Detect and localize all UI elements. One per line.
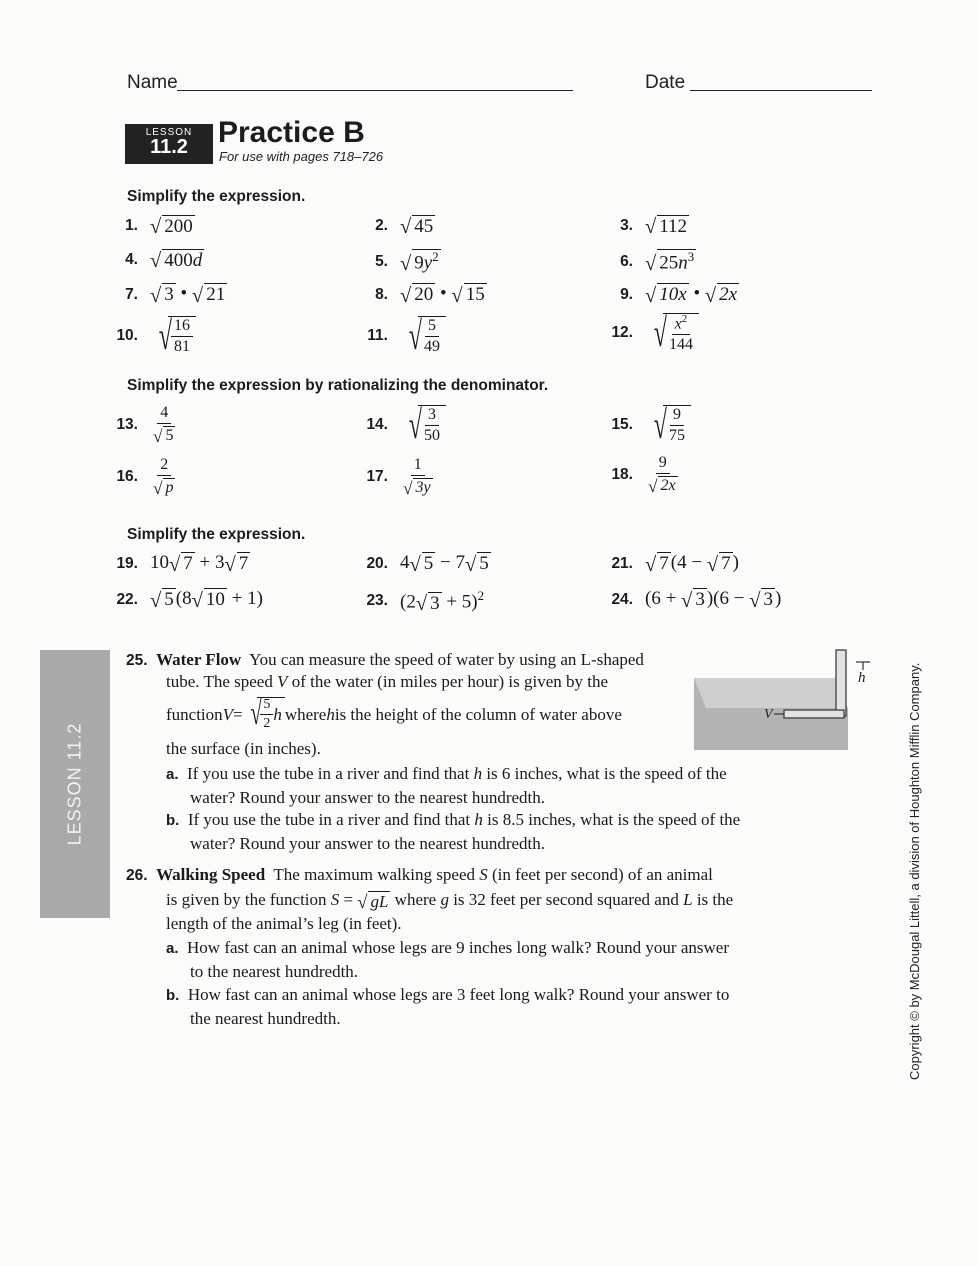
radicand: 7 <box>183 553 193 575</box>
radical: √ 45 <box>400 216 434 239</box>
problem-10 <box>100 313 196 358</box>
expression-part: (2 <box>400 591 416 613</box>
radical: √ $9y^2$ <box>400 249 439 275</box>
radicand: 10x <box>659 284 687 306</box>
variable: g <box>440 890 449 909</box>
radical: √ 21 <box>191 284 226 307</box>
denominator: 81 <box>173 337 190 355</box>
radical: √ 7 <box>169 553 193 576</box>
radicand: 3 <box>695 589 705 611</box>
text: is the height of the column of water above <box>334 704 622 724</box>
operator: • <box>693 283 701 304</box>
numerator: 5 <box>260 698 273 715</box>
problem-text: You can measure the speed of water by using an L-shaped <box>249 650 644 669</box>
radicand: 7 <box>659 553 669 575</box>
text: = <box>339 890 358 909</box>
radical: √ 3 <box>749 589 773 612</box>
radicand: 5 <box>423 553 434 575</box>
text: = <box>233 704 243 724</box>
radical: √ 10 <box>191 589 225 612</box>
problem-text: length of the animal’s leg (in feet). <box>166 914 402 933</box>
numerator: 5 <box>425 318 439 337</box>
expression-part: ) <box>732 552 739 573</box>
radical: √ 15 <box>451 284 485 307</box>
problem-13 <box>100 405 178 445</box>
radical: √ 3 <box>681 589 705 612</box>
coefficient: 4 <box>400 552 410 573</box>
radicand: 2x <box>719 284 738 306</box>
problem-26a <box>166 936 729 983</box>
page-title: Practice B <box>218 116 365 149</box>
radicand: 5 <box>164 589 174 611</box>
problem-4 <box>100 249 204 272</box>
expression-part: (4 − <box>670 552 707 573</box>
problem-number: 18. <box>611 466 633 484</box>
text: (in feet per second) of an animal <box>487 865 713 884</box>
variable: n <box>678 252 688 274</box>
l-tube-figure <box>688 640 888 750</box>
exponent: 2 <box>681 313 688 325</box>
section1-instruction: Simplify the expression. <box>127 188 306 205</box>
radicand: 20 <box>414 284 434 306</box>
problem-26b <box>166 983 729 1030</box>
numerator: 1 <box>411 457 425 476</box>
section2-instruction: Simplify the expression by rationalizing the denominator. <box>127 377 549 394</box>
problem-6 <box>595 249 696 274</box>
date-line[interactable] <box>690 90 872 91</box>
exponent: 2 <box>432 249 439 264</box>
problem-25-function <box>166 697 622 731</box>
figure-h-label: h <box>858 670 866 686</box>
problem-number: 2. <box>375 217 388 235</box>
name-label: Name <box>127 72 178 93</box>
numerator: x <box>674 315 682 333</box>
problem-number: 22. <box>116 590 138 608</box>
radicand: 21 <box>206 284 226 306</box>
side-tab-label: LESSON 11.2 <box>64 722 85 846</box>
radicand: 3 <box>763 589 773 611</box>
problem-11 <box>350 313 446 358</box>
problem-number: 6. <box>620 252 633 270</box>
problem-2 <box>350 215 435 238</box>
radical: √ 2x <box>704 284 738 307</box>
problem-1 <box>100 215 195 238</box>
variable: d <box>192 250 203 271</box>
radical: √ $\frac{9}{75}$ <box>645 405 691 445</box>
radical: √ $\frac{16}{81}$ <box>150 316 196 356</box>
radicand: 200 <box>164 216 193 237</box>
text: water? Round your answer to the nearest hundredth. <box>190 788 545 807</box>
radical: √ p <box>153 478 174 498</box>
problem-number: 24. <box>611 590 633 608</box>
problem-22 <box>100 588 263 611</box>
copyright-notice: Copyright © by McDougal Littell, a division of Houghton Mifflin Company. <box>907 662 922 1080</box>
problem-number: 21. <box>611 554 633 572</box>
coefficient: 10 <box>150 552 169 573</box>
variable: h <box>273 705 282 725</box>
radicand: 7 <box>721 553 731 575</box>
part-label: b. <box>166 812 180 829</box>
problem-25-line2 <box>166 670 608 693</box>
problem-number: 17. <box>366 468 388 486</box>
problem-number: 15. <box>611 416 633 433</box>
problem-number: 25. <box>126 652 148 669</box>
problem-number: 26. <box>126 867 148 884</box>
problem-number: 4. <box>125 251 138 269</box>
text: where <box>284 704 327 724</box>
part-label: a. <box>166 766 179 783</box>
text: If you use the tube in a river and find that <box>187 764 474 783</box>
problem-number: 7. <box>125 285 138 303</box>
problem-number: 14. <box>366 416 388 433</box>
radicand: 15 <box>465 284 485 306</box>
radical: √ 3 <box>415 592 440 615</box>
text: of the water (in miles per hour) is given by the <box>287 672 609 691</box>
denominator: 144 <box>668 336 693 354</box>
radicand: 5 <box>165 426 174 444</box>
text: is 6 inches, what is the speed of the <box>482 764 727 783</box>
problem-16 <box>100 457 178 497</box>
problem-7 <box>100 283 227 306</box>
text: tube. The speed <box>166 672 278 691</box>
date-label: Date <box>645 72 686 93</box>
variable: V <box>222 704 234 724</box>
problem-20 <box>350 552 491 575</box>
text: water? Round your answer to the nearest hundredth. <box>190 834 545 853</box>
problem-21 <box>595 552 739 575</box>
problem-25a <box>166 762 727 809</box>
radical: √ 5 <box>150 589 174 612</box>
problem-text: the surface (in inches). <box>166 739 321 758</box>
page-subtitle: For use with pages 718–726 <box>219 149 384 164</box>
operator: − <box>440 552 451 573</box>
variable: S <box>330 890 340 909</box>
operator: • <box>440 283 447 304</box>
problem-15 <box>595 402 691 447</box>
radicand: p <box>165 478 174 496</box>
text: How fast can an animal whose legs are 3 feet long walk? Round your answer to <box>187 985 730 1004</box>
radicand: 10 <box>205 589 225 611</box>
text: the nearest hundredth. <box>190 1009 341 1028</box>
numerator: 16 <box>171 318 193 337</box>
section3-instruction: Simplify the expression. <box>127 526 306 543</box>
problem-26 <box>126 863 713 887</box>
radical: √ $\frac{5}{49}$ <box>400 316 446 356</box>
radicand: 25 <box>659 252 679 274</box>
text: to the nearest hundredth. <box>190 962 359 981</box>
radicand: 3y <box>415 478 431 496</box>
problem-number: 13. <box>116 416 138 434</box>
radicand: 7 <box>238 553 249 575</box>
expression-part: (6 + <box>645 588 682 609</box>
variable: V <box>277 672 288 691</box>
problem-number: 1. <box>125 217 138 235</box>
problem-title: Water Flow <box>156 650 242 669</box>
problem-3 <box>595 215 689 238</box>
text: where <box>390 890 441 909</box>
expression-part: (8 <box>175 588 192 609</box>
problem-23 <box>350 588 484 614</box>
numerator: 9 <box>656 455 670 474</box>
problem-number: 23. <box>366 592 388 610</box>
radical: √ 3 <box>150 284 174 307</box>
radicand: 45 <box>414 216 434 237</box>
expression-part: + 1) <box>226 588 263 609</box>
operator: • <box>180 283 188 304</box>
coefficient: 7 <box>455 552 465 573</box>
variable: h <box>474 810 483 829</box>
lesson-number: 11.2 <box>150 136 188 158</box>
radicand: gL <box>370 891 389 911</box>
exponent: 3 <box>687 249 695 264</box>
radical: √ 5 <box>409 553 434 576</box>
exponent: 2 <box>477 588 485 603</box>
denominator: 49 <box>423 337 440 355</box>
radical: √ $\frac{5}{2}$ h <box>243 697 285 731</box>
problem-17 <box>350 457 436 497</box>
radical: √ 200 <box>150 216 193 239</box>
radical: √ 5 <box>153 426 174 446</box>
numerator: 4 <box>157 405 171 424</box>
radicand: 3 <box>164 284 174 306</box>
variable: y <box>423 252 433 274</box>
problem-number: 12. <box>611 324 633 342</box>
radical: √ 2x <box>648 476 676 496</box>
numerator: 3 <box>425 407 439 426</box>
text: If you use the tube in a river and find that <box>187 810 475 829</box>
coefficient: 3 <box>214 552 225 573</box>
name-line[interactable] <box>177 90 573 91</box>
problem-number: 8. <box>375 285 388 303</box>
variable: L <box>683 890 693 909</box>
operator: + <box>199 552 211 573</box>
radicand: 2x <box>660 476 676 494</box>
variable: S <box>479 865 488 884</box>
problem-24 <box>595 588 781 611</box>
problem-25b <box>166 808 740 855</box>
radical: √ 5 <box>464 553 489 576</box>
text: function <box>166 704 223 724</box>
problem-number: 5. <box>375 252 388 270</box>
problem-number: 9. <box>620 285 633 303</box>
expression-part: )(6 − <box>706 588 750 609</box>
problem-14 <box>350 402 446 447</box>
part-label: b. <box>166 987 180 1004</box>
numerator: 2 <box>157 457 171 476</box>
radicand: 112 <box>659 216 688 237</box>
radical: √ 3y <box>403 478 431 498</box>
problem-25 <box>126 648 686 672</box>
problem-5 <box>350 249 441 274</box>
denominator: 75 <box>668 426 685 444</box>
radical: √ 7 <box>706 553 731 576</box>
denominator: 2 <box>263 715 271 731</box>
problem-number: 3. <box>620 217 633 235</box>
radical: √ $\frac{3}{50}$ <box>400 405 446 445</box>
expression-part: ) <box>774 588 782 609</box>
problem-12 <box>595 310 699 355</box>
lesson-side-tab <box>40 650 110 918</box>
radicand: 5 <box>479 553 489 575</box>
radical: √ 7 <box>645 553 669 576</box>
problem-title: Walking Speed <box>156 865 266 884</box>
radical: √ 10x <box>645 284 687 307</box>
variable: h <box>473 764 483 783</box>
radical: √ 112 <box>645 216 688 239</box>
text: is 32 feet per second squared and <box>448 890 684 909</box>
expression-part: + 5) <box>441 591 478 613</box>
radical: √ gL <box>357 891 389 912</box>
problem-9 <box>595 283 739 306</box>
problem-number: 10. <box>116 327 138 344</box>
lesson-badge <box>125 124 213 164</box>
variable: h <box>326 704 335 724</box>
radical: √ 400d <box>150 250 203 273</box>
problem-18 <box>595 455 681 495</box>
radical: √ $\frac{x^2}{144}$ <box>645 313 699 354</box>
text: is 8.5 inches, what is the speed of the <box>482 810 741 829</box>
problem-number: 16. <box>116 468 138 486</box>
problem-8 <box>350 283 487 306</box>
figure-v-label: V <box>764 707 773 722</box>
problem-number: 19. <box>116 554 138 572</box>
radicand: 3 <box>430 592 440 614</box>
text: is the <box>692 890 734 909</box>
text: is given by the function <box>166 890 331 909</box>
radicand: 400 <box>164 250 193 271</box>
tube-horizontal <box>784 710 844 718</box>
lesson-tag: LESSON <box>145 127 193 138</box>
text: The maximum walking speed <box>273 865 480 884</box>
radical: √ 20 <box>400 284 434 307</box>
water-surface <box>694 678 848 708</box>
radical: √ $25n^3$ <box>645 249 695 275</box>
problem-number: 20. <box>366 554 388 572</box>
text: How fast can an animal whose legs are 9 inches long walk? Round your answer <box>187 938 729 957</box>
numerator: 9 <box>670 407 684 426</box>
problem-number: 11. <box>367 327 388 344</box>
part-label: a. <box>166 940 179 957</box>
problem-19 <box>100 552 250 575</box>
denominator: 50 <box>423 426 440 444</box>
tube-vertical <box>836 650 846 716</box>
radicand: 9 <box>414 252 424 274</box>
radical: √ 7 <box>224 553 249 576</box>
problem-26-line2 <box>166 888 733 911</box>
